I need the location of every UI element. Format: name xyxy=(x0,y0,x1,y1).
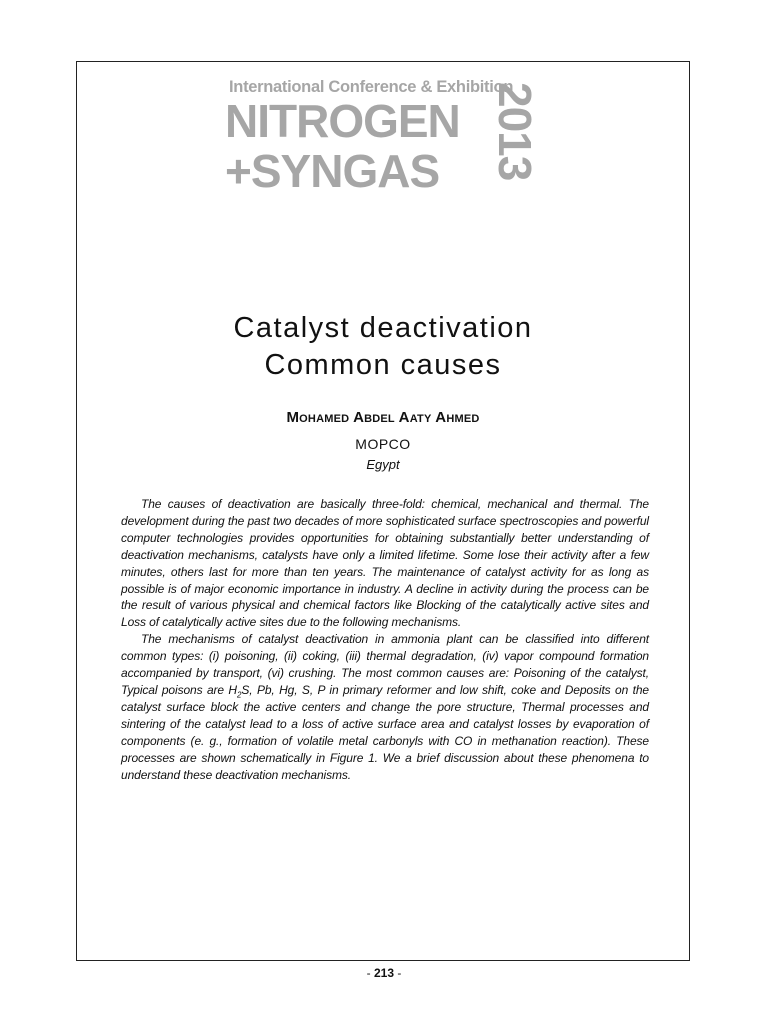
abstract-p2-part-1: The mechanisms of catalyst deactivation in ammonia plant can be classified into different common types: (i) poisoning, (ii) coking, (iii) thermal degradation, (iv) vapor compound formation accompanied by transport, (vi) crushing. The most common causes are: Poisoning of the catalyst, Typical poisons are H xyxy=(121,632,649,697)
abstract-paragraph-2 xyxy=(121,631,649,783)
affiliation: MOPCO xyxy=(355,436,411,452)
abstract-p2-part-2: S, Pb, Hg, S, P in primary reformer and low shift, coke and Deposits on the catalyst surface block the active centers and change the pore structure, Thermal processes and sintering of the catalyst lead to a loss of active surface area and catalyst losses by evaporation of components (e. g., formation of volatile metal carbonyls with CO in methanation reaction). These processes are shown schematically in Figure 1. We a brief discussion about these phenomena to understand these deactivation mechanisms. xyxy=(121,682,649,782)
logo-year: 2013 xyxy=(489,82,541,181)
logo-nitrogen: NITROGEN xyxy=(225,95,460,147)
abstract-paragraph-1: The causes of deactivation are basically three-fold: chemical, mechanical and thermal. The development during the past two decades of more sophisticated surface spectroscopies and powerful computer technologies provides opportunities for obtaining substantially better understanding of deactivation mechanisms, catalysts have only a limited lifetime. Some lose their activity after a few minutes, others last for more than ten years. The maintenance of catalyst activity for as long as possible is of major economic importance in industry. A decline in activity during the process can be the result of various physical and chemical factors like Blocking of the catalytically active sites and Loss of catalytically active sites due to the following mechanisms. xyxy=(121,497,649,630)
author-name: Mohamed Abdel Aaty Ahmed xyxy=(286,409,480,426)
subscript-2: 2 xyxy=(237,690,242,700)
country: Egypt xyxy=(366,457,400,472)
page-frame xyxy=(76,61,690,961)
title-line-1: Catalyst deactivation xyxy=(233,312,533,344)
page-number xyxy=(0,966,768,980)
page-number-prefix: - xyxy=(366,966,374,980)
page-number-suffix: - xyxy=(394,966,402,980)
logo-syngas: +SYNGAS xyxy=(225,145,440,197)
title-line-2: Common causes xyxy=(264,349,502,381)
conference-logo xyxy=(217,76,547,196)
page-number-value: 213 xyxy=(373,966,395,980)
abstract xyxy=(121,496,649,783)
logo-conference-line: International Conference & Exhibition xyxy=(229,78,514,96)
paper-title xyxy=(77,310,689,384)
